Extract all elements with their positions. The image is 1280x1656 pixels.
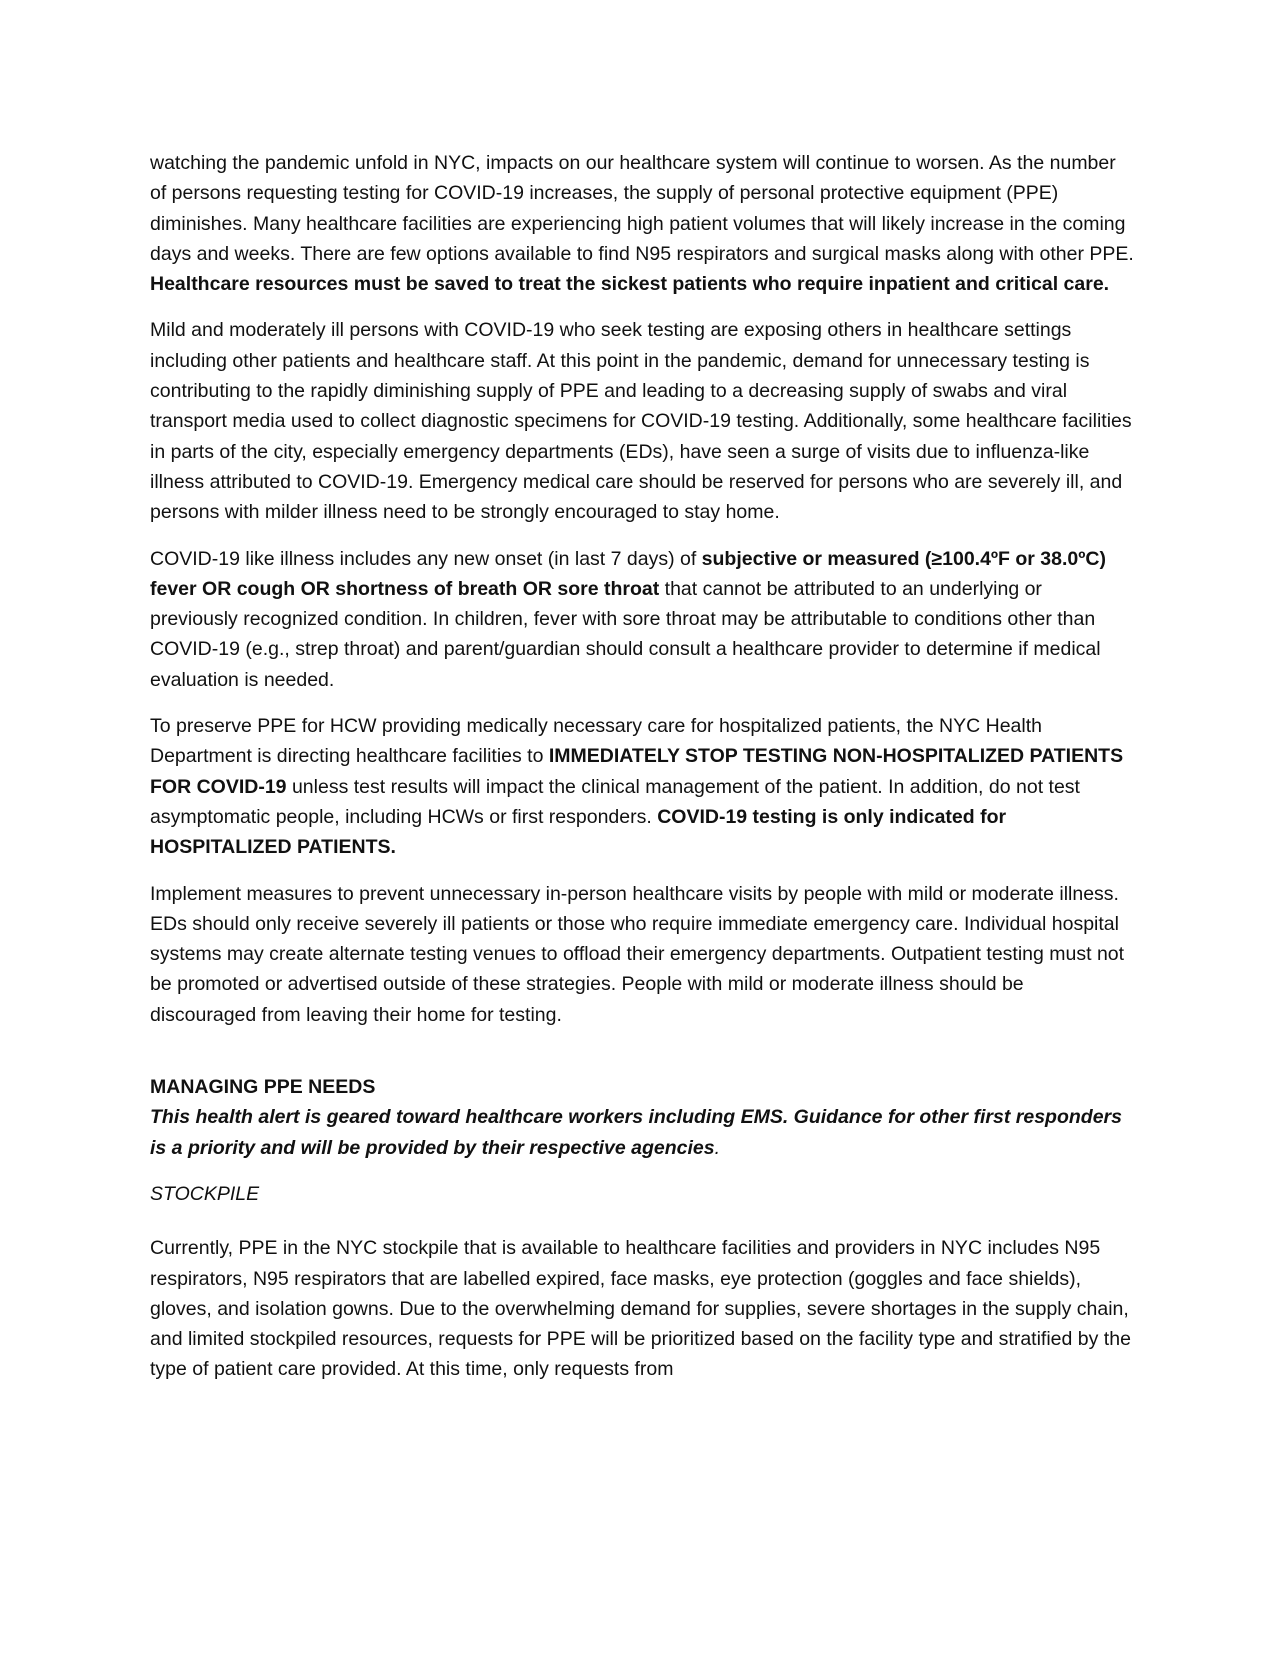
paragraph-text: Mild and moderately ill persons with COVID-19 who seek testing are exposing others in healthcare settings including other patients and healthcare staff. At this point in the pandemic, demand for unnecessary testing is contributing to the rapidly diminishing supply of PPE and leading to a decreasing supply of swabs and viral transport media used to collect diagnostic specimens for COVID-19 testing. Additionally, some healthcare facilities in parts of the city, especially emergency departments (EDs), have seen a surge of visits due to influenza-like illness attributed to COVID-19. Emergency medical care should be reserved for persons who are severely ill, and persons with milder illness need to be strongly encouraged to stay home. (150, 319, 1132, 524)
bold-emphasis: IMMEDIATELY STOP TESTING NON-HOSPITALIZED PATIENTS FOR COVID-19 (150, 745, 1124, 798)
document-page (150, 148, 1135, 1401)
alert-text: This health alert is geared toward healthcare workers including EMS. Guidance for other first responders is a priority and will be provided by their respective agencies (150, 1106, 1122, 1159)
paragraph-text: COVID-19 like illness includes any new onset (in last 7 days) of (150, 547, 702, 570)
paragraph-implement-measures (150, 879, 1135, 1030)
paragraph-text: unless test results will impact the clinical management of the patient. In addition, do not test asymptomatic people, including HCWs or first responders. (150, 775, 1080, 828)
paragraph-text: watching the pandemic unfold in NYC, impacts on our healthcare system will continue to worsen. As the number of persons requesting testing for COVID-19 increases, the supply of personal protective equipment (PPE) diminishes. Many healthcare facilities are experiencing high patient volumes that will likely increase in the coming days and weeks. There are few options available to find N95 respirators and surgical masks along with other PPE. (150, 152, 1134, 265)
paragraph-preserve-ppe (150, 711, 1135, 862)
bold-emphasis: COVID-19 testing is only indicated for HOSPITALIZED PATIENTS. (150, 805, 1007, 859)
paragraph-text: To preserve PPE for HCW providing medically necessary care for hospitalized patients, the NYC Health Department is directing healthcare facilities to (150, 715, 1042, 768)
health-alert-note (150, 1102, 1135, 1163)
paragraph-stockpile (150, 1233, 1135, 1384)
paragraph-mild-illness (150, 315, 1135, 527)
alert-period: . (714, 1136, 721, 1159)
paragraph-text: Implement measures to prevent unnecessary in-person healthcare visits by people with mild or moderate illness. EDs should only receive severely ill patients or those who require immediate emergency care. Individual hospital systems may create alternate testing venues to offload their emergency departments. Outpatient testing must not be promoted or advertised outside of these strategies. People with mild or moderate illness should be discouraged from leaving their home for testing. (150, 882, 1125, 1026)
subsection-heading: STOCKPILE (150, 1182, 260, 1205)
bold-emphasis: Healthcare resources must be saved to treat the sickest patients who require inpatient and critical care. (150, 273, 1110, 296)
paragraph-text: Currently, PPE in the NYC stockpile that is available to healthcare facilities and providers in NYC includes N95 respirators, N95 respirators that are labelled expired, face masks, eye protection (goggles and face shields), gloves, and isolation gowns. Due to the overwhelming demand for supplies, severe shortages in the supply chain, and limited stockpiled resources, requests for PPE will be prioritized based on the facility type and stratified by the type of patient care provided. At this time, only requests from (150, 1237, 1131, 1381)
paragraph-illness-definition (150, 544, 1135, 695)
section-heading: MANAGING PPE NEEDS (150, 1076, 376, 1099)
paragraph-text: that cannot be attributed to an underlying or previously recognized condition. In children, fever with sore throat may be attributable to conditions other than COVID-19 (e.g., strep throat) and parent/guardian should consult a healthcare provider to determine if medical evaluation is needed. (150, 577, 1101, 691)
bold-emphasis: subjective or measured (≥100.4ºF or 38.0ºC) fever OR cough OR shortness of breath OR sore throat (150, 547, 1106, 600)
paragraph-pandemic-impact (150, 148, 1135, 299)
